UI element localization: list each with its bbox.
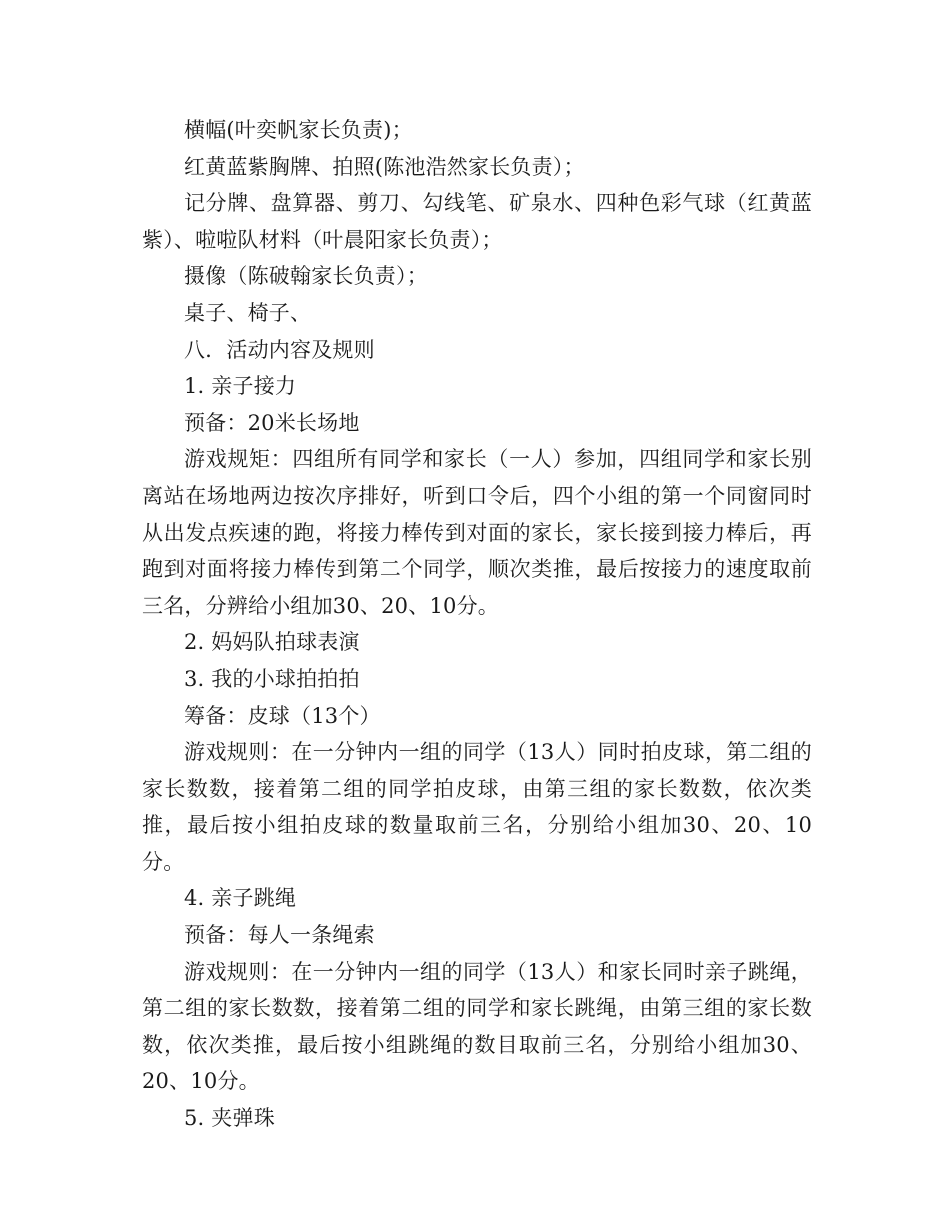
item-heading-marbles: 5. 夹弹珠 <box>184 1106 275 1131</box>
paragraph-rope-rules: 游戏规则：在一分钟内一组的同学（13人）和家长同时亲子跳绳，第二组的家长数数，接着第二组的同学和家长跳绳，由第三组的家长数数，依次类推，最后按小组跳绳的数目取前三名，分别给小组加30、20、10分。 <box>142 959 812 1094</box>
paragraph-ball-rules: 游戏规则：在一分钟内一组的同学（13人）同时拍皮球，第二组的家长数数，接着第二组的同学拍皮球，由第三组的家长数数，依次类推，最后按小组拍皮球的数量取前三名，分别给小组加30、20、10分。 <box>142 740 813 874</box>
paragraph-relay-rules: 游戏规矩：四组所有同学和家长（一人）参加，四组同学和家长别离站在场地两边按次序排好，听到口令后，四个小组的第一个同窗同时从出发点疾速的跑，将接力棒传到对面的家长，家长接到接力棒后，再跑到对面将接力棒传到第二个同学，顺次类推，最后按接力的速度取前三名，分辨给小组加30、20、10分。 <box>142 447 812 618</box>
paragraph-rope-prep: 预备：每人一条绳索 <box>184 923 375 948</box>
paragraph-ball-prep: 筹备：皮球（13个） <box>184 703 381 728</box>
paragraph-video: 摄像（陈破翰家长负责）； <box>184 264 428 289</box>
item-heading-moms-ball: 2. 妈妈队拍球表演 <box>184 630 360 655</box>
paragraph-banner: 横幅(叶奕帆家长负责)； <box>184 118 413 142</box>
paragraph-materials: 记分牌、盘算器、剪刀、勾线笔、矿泉水、四种色彩气球（红黄蓝紫）、啦啦队材料（叶晨阳家长负责）； <box>142 191 812 252</box>
paragraph-relay-prep: 预备：20米长场地 <box>184 410 360 435</box>
section-heading-activities: 八．活动内容及规则 <box>184 337 375 362</box>
paragraph-badges-photo: 红黄蓝紫胸牌、拍照(陈池浩然家长负责）； <box>184 154 585 179</box>
paragraph-furniture: 桌子、椅子、 <box>184 300 312 325</box>
item-heading-relay: 1. 亲子接力 <box>184 374 297 399</box>
item-heading-rope: 4. 亲子跳绳 <box>184 886 297 911</box>
item-heading-ball-pat: 3. 我的小球拍拍拍 <box>184 666 360 691</box>
document-body <box>142 112 812 1137</box>
